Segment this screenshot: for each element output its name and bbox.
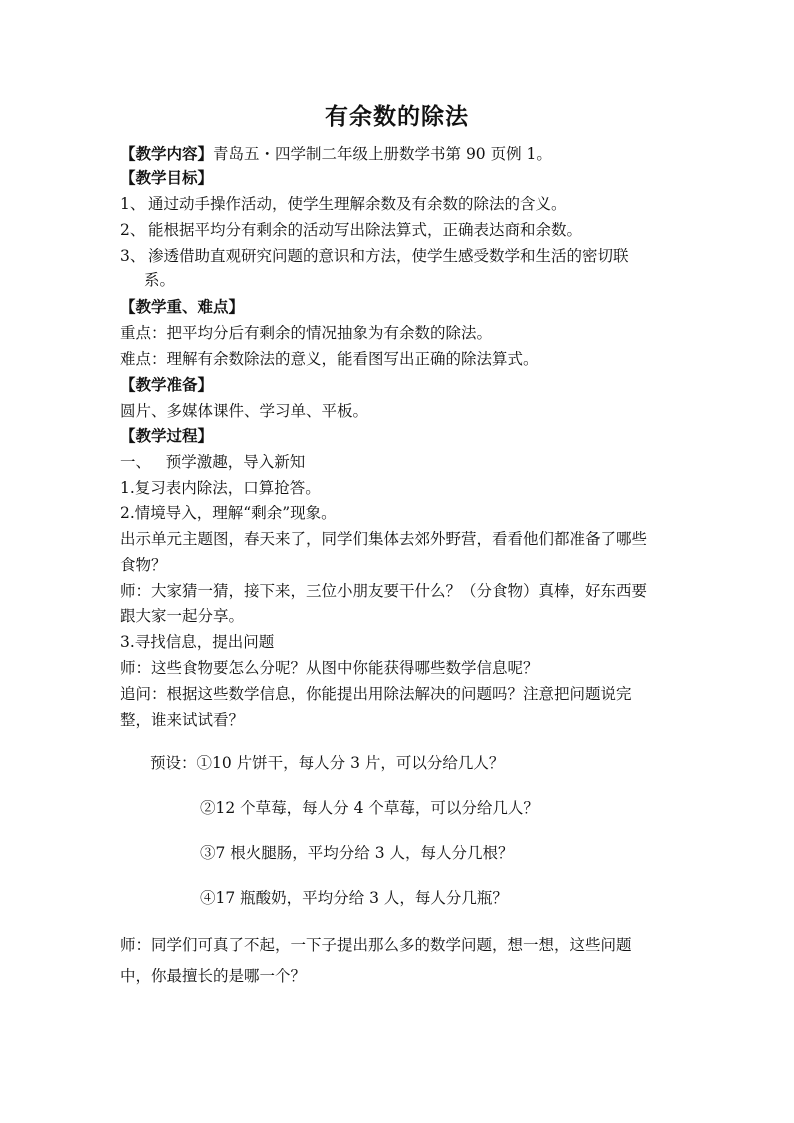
paragraph-line: 整，谁来试试看？ [120, 711, 245, 729]
goal-continuation: 系。 [144, 271, 176, 289]
preset-item: ③7 根火腿肠，平均分给 3 人，每人分几根？ [200, 844, 514, 862]
goal-item [120, 220, 582, 240]
paragraph-line: 出示单元主题图，春天来了，同学们集体去郊外野营，看看他们都准备了哪些 [120, 530, 648, 548]
goal-number: 2、 [120, 221, 146, 239]
preset-item: 预设：①10 片饼干，每人分 3 片，可以分给几人？ [150, 754, 505, 772]
paragraph-line: 追问：根据这些数学信息，你能提出用除法解决的问题吗？注意把问题说完 [120, 685, 632, 703]
goal-item [120, 194, 567, 214]
goal-item [120, 246, 629, 266]
goals-heading: 【教学目标】 [120, 168, 214, 187]
key-heading: 【教学重、难点】 [120, 297, 245, 316]
preset-item: ②12 个草莓，每人分 4 个草莓，可以分给几人？ [200, 799, 539, 817]
paragraph-line: 中，你最擅长的是哪一个？ [120, 967, 307, 985]
difficult-point: 难点：理解有余数除法的意义，能看图写出正确的除法算式。 [120, 350, 539, 368]
page-title: 有余数的除法 [325, 103, 469, 130]
paragraph-line: 师：同学们可真了不起，一下子提出那么多的数学问题，想一想，这些问题 [120, 936, 632, 954]
goal-text: 通过动手操作活动，使学生理解余数及有余数的除法的含义。 [148, 195, 567, 213]
step-heading: 一、 预学激趣，导入新知 [120, 453, 306, 471]
paragraph-line: 跟大家一起分享。 [120, 607, 245, 625]
goal-number: 1、 [120, 195, 146, 213]
content-label: 【教学内容】 [120, 144, 214, 163]
step-item: 1.复习表内除法，口算抢答。 [120, 479, 321, 497]
prep-heading: 【教学准备】 [120, 375, 214, 394]
preset-item: ④17 瓶酸奶，平均分给 3 人，每人分几瓶？ [200, 889, 508, 907]
paragraph-line: 师：大家猜一猜，接下来，三位小朋友要干什么？（分食物）真棒，好东西要 [120, 582, 648, 600]
paragraph-line: 师：这些食物要怎么分呢？从图中你能获得哪些数学信息呢？ [120, 659, 539, 677]
step-item: 2.情境导入，理解“剩余”现象。 [120, 504, 337, 522]
prep-text: 圆片、多媒体课件、学习单、平板。 [120, 402, 369, 420]
goal-text: 渗透借助直观研究问题的意识和方法，使学生感受数学和生活的密切联 [148, 247, 629, 265]
content-text: 青岛五・四学制二年级上册数学书第 90 页例 1。 [213, 145, 552, 163]
step-item: 3.寻找信息，提出问题 [120, 633, 275, 651]
key-point: 重点：把平均分后有剩余的情况抽象为有余数的除法。 [120, 324, 493, 342]
process-heading: 【教学过程】 [120, 426, 214, 445]
goal-text: 能根据平均分有剩余的活动写出除法算式，正确表达商和余数。 [148, 221, 583, 239]
content-line [120, 144, 552, 164]
paragraph-line: 食物？ [120, 556, 167, 574]
goal-number: 3、 [120, 247, 146, 265]
